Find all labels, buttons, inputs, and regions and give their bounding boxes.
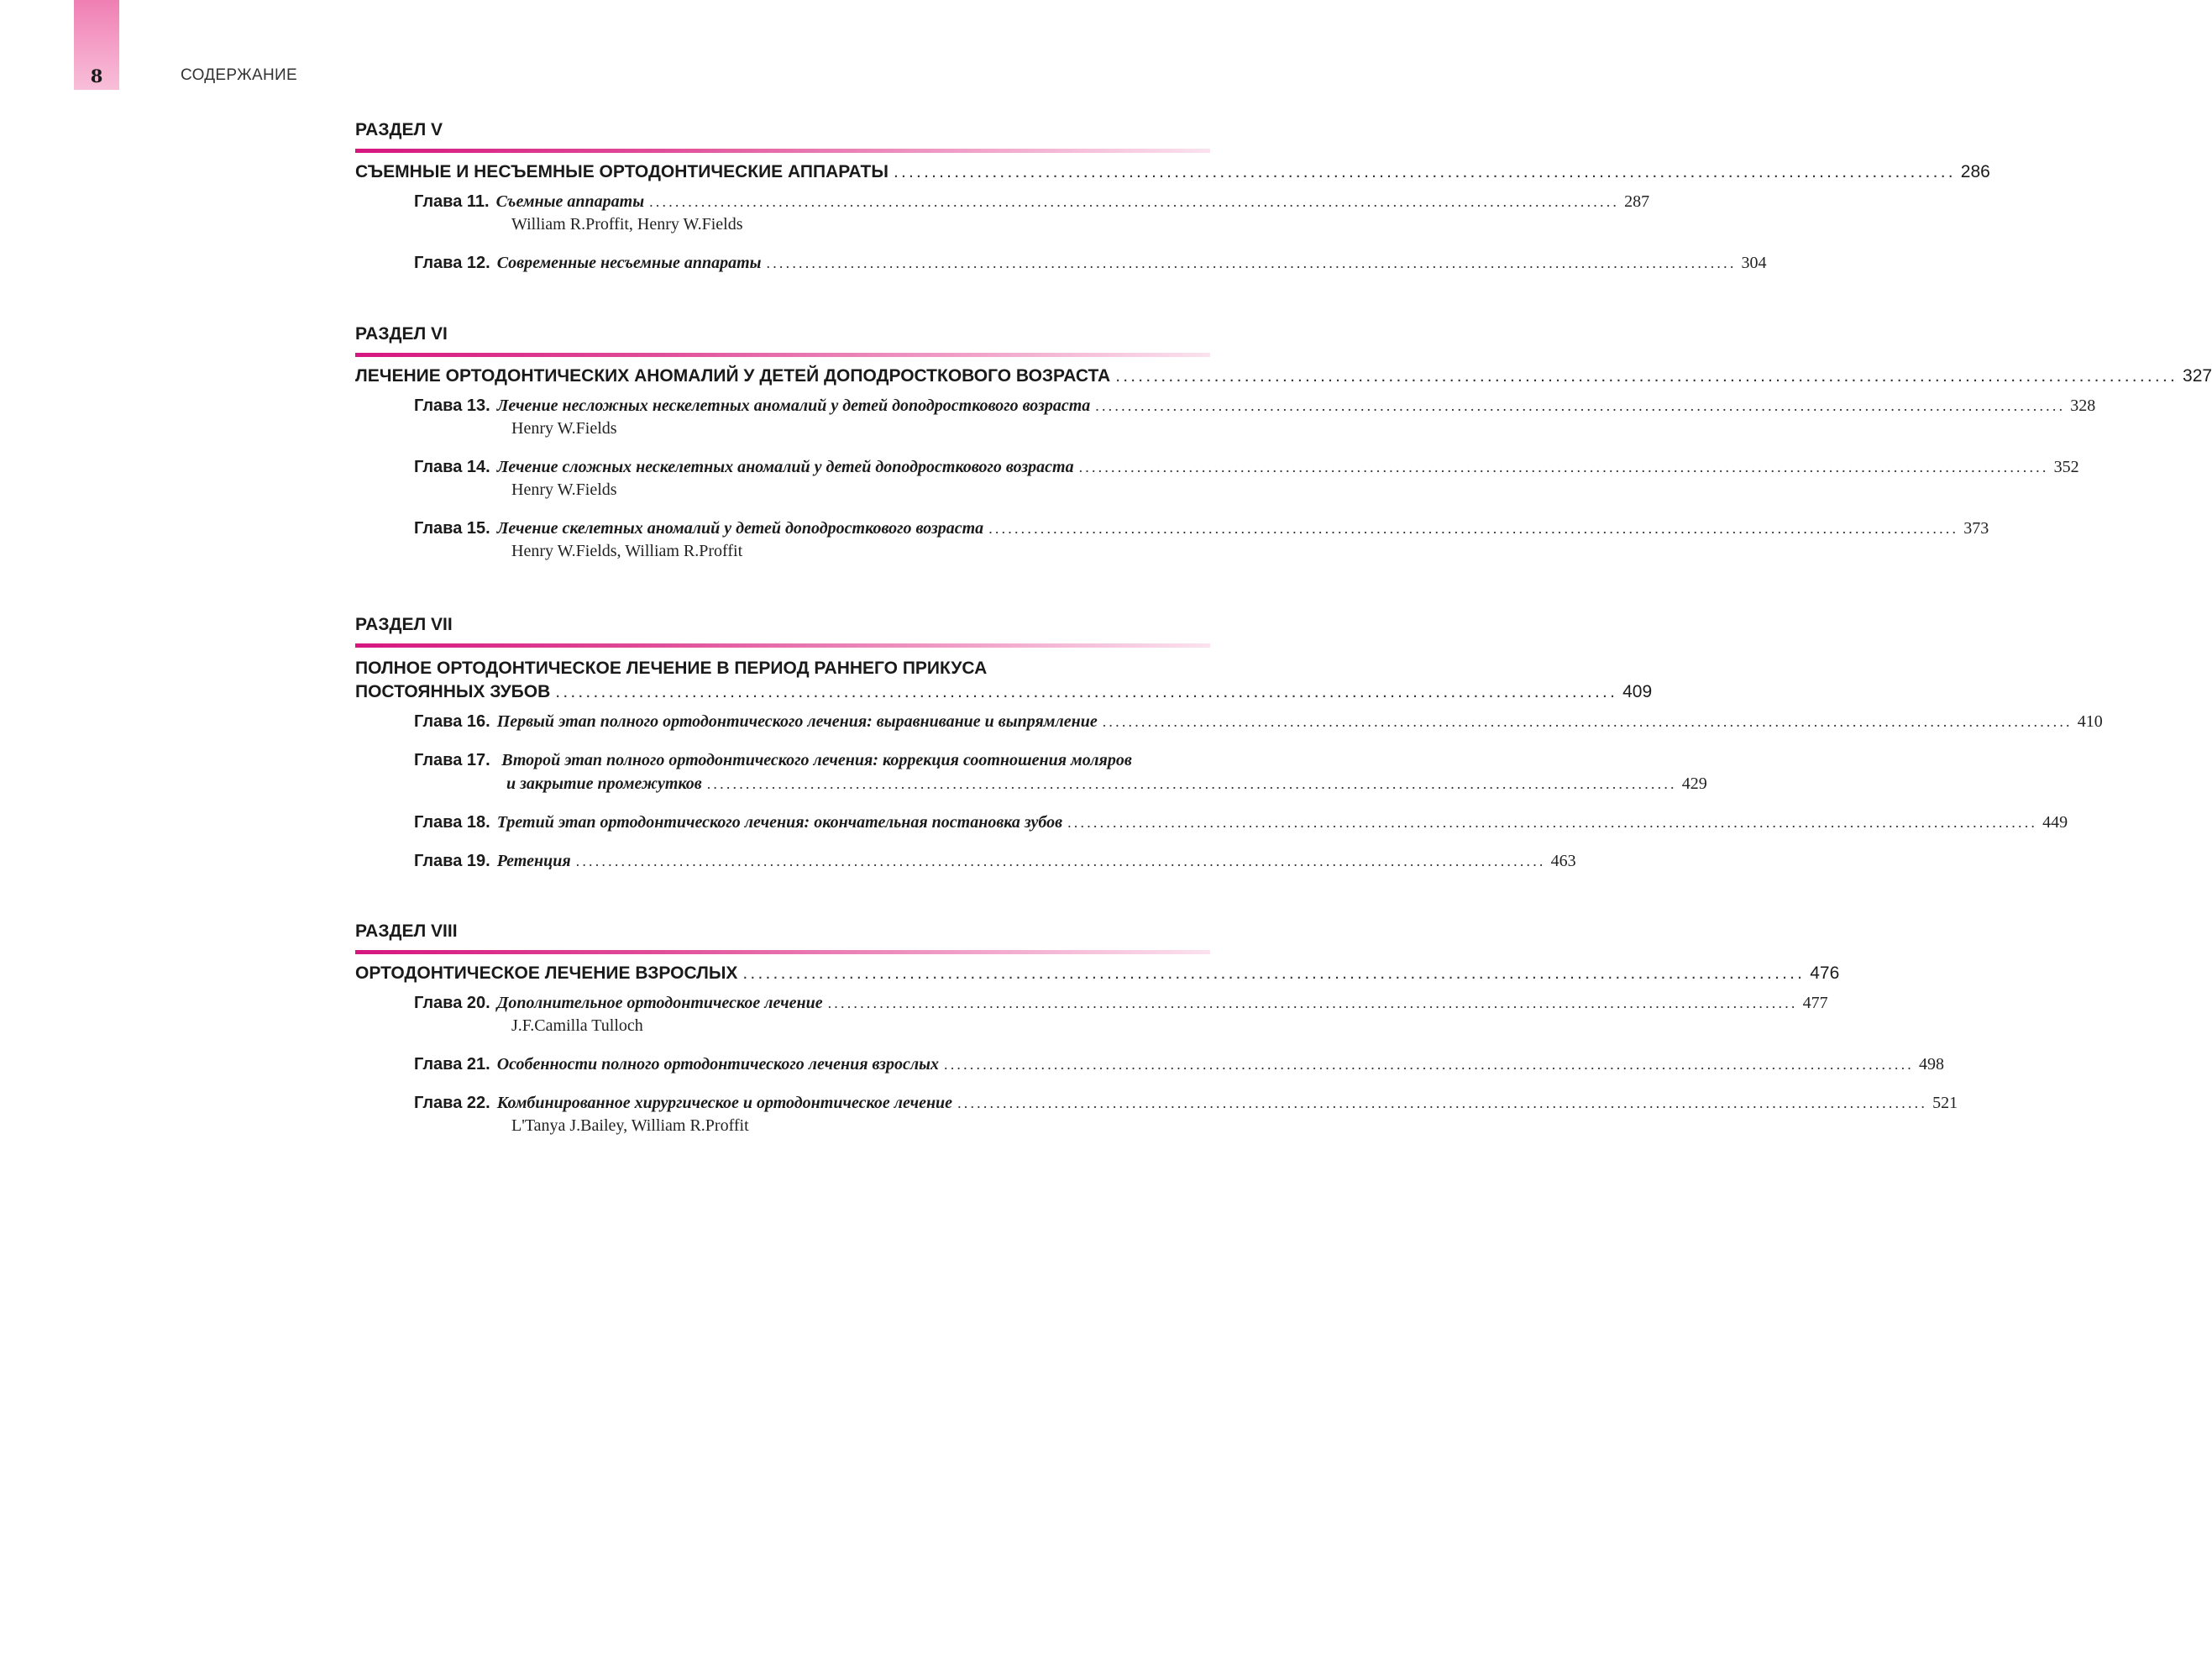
chapter-label: Глава 18.	[414, 813, 490, 832]
page-ref: 287	[1624, 192, 1650, 211]
chapter-label: Глава 20.	[414, 994, 490, 1012]
page-ref: 498	[1919, 1055, 1944, 1074]
dot-leader: ......................................................................................................................................................	[706, 775, 1677, 792]
part-title: СЪЕМНЫЕ И НЕСЪЕМНЫЕ ОРТОДОНТИЧЕСКИЕ АППАРАТЫ	[355, 162, 888, 181]
chapter-label: Глава 17.	[414, 751, 490, 769]
toc-part-entry[interactable]	[355, 366, 2212, 386]
section-label: РАЗДЕЛ VI	[355, 324, 448, 344]
dot-leader: ......................................................................................................................................................	[766, 255, 1737, 271]
chapter-authors: Henry W.Fields, William R.Proffit	[511, 542, 743, 560]
page-ref: 373	[1963, 519, 1989, 538]
chapter-label: Глава 11.	[414, 192, 490, 211]
toc-chapter-entry[interactable]	[414, 192, 1650, 212]
section-divider	[355, 643, 1210, 648]
dot-leader: ......................................................................................................................................................	[988, 520, 1959, 537]
dot-leader: ......................................................................................................................................................	[1078, 459, 2049, 475]
page-ref: 429	[1681, 774, 1707, 793]
dot-leader: ............................................................................................................................................	[742, 963, 1806, 983]
dot-leader: ......................................................................................................................................................	[957, 1095, 1928, 1111]
page-ref: 409	[1622, 682, 1653, 701]
chapter-label: Глава 16.	[414, 712, 490, 731]
part-title-line2: ПОСТОЯННЫХ ЗУБОВ	[355, 682, 551, 701]
chapter-title: Третий этап ортодонтического лечения: окончательная постановка зубов	[496, 813, 1063, 832]
toc-chapter-entry[interactable]	[414, 813, 2068, 832]
toc-part-entry[interactable]	[355, 682, 1653, 702]
toc-chapter-entry[interactable]	[414, 396, 2096, 416]
chapter-authors: L'Tanya J.Bailey, William R.Proffit	[511, 1116, 749, 1135]
part-title: ЛЕЧЕНИЕ ОРТОДОНТИЧЕСКИХ АНОМАЛИЙ У ДЕТЕЙ ДОПОДРОСТКОВОГО ВОЗРАСТА	[355, 366, 1111, 386]
toc-chapter-entry[interactable]	[414, 1055, 1944, 1074]
chapter-title: Комбинированное хирургическое и ортодонтическое лечение	[496, 1094, 953, 1112]
chapter-title-line2: и закрытие промежутков	[506, 774, 702, 793]
chapter-title: Лечение скелетных аномалий у детей доподросткового возраста	[496, 519, 984, 538]
page-ref: 286	[1960, 162, 1990, 181]
page-ref: 449	[2042, 813, 2068, 832]
chapter-authors: Henry W.Fields	[511, 480, 617, 499]
dot-leader: ............................................................................................................................................	[893, 162, 1956, 181]
page-ref: 463	[1550, 852, 1576, 870]
chapter-title: Лечение несложных нескелетных аномалий у детей доподросткового возраста	[496, 396, 1091, 415]
section-label: РАЗДЕЛ VII	[355, 615, 453, 634]
section-label: РАЗДЕЛ V	[355, 120, 443, 139]
toc-chapter-entry[interactable]	[414, 1094, 1958, 1113]
chapter-title: Дополнительное ортодонтическое лечение	[496, 994, 823, 1012]
page-ref: 521	[1932, 1094, 1958, 1112]
dot-leader: ......................................................................................................................................................	[1067, 814, 2038, 831]
chapter-label: Глава 13.	[414, 396, 490, 415]
page-ref: 477	[1802, 994, 1828, 1012]
section-divider	[355, 353, 1210, 357]
section-label: РАЗДЕЛ VIII	[355, 921, 458, 941]
chapter-label: Глава 19.	[414, 852, 490, 870]
part-title-line1[interactable]: ПОЛНОЕ ОРТОДОНТИЧЕСКОЕ ЛЕЧЕНИЕ В ПЕРИОД РАННЕГО ПРИКУСА	[355, 659, 988, 678]
page-ref: 410	[2077, 712, 2103, 731]
chapter-title-line1: Второй этап полного ортодонтического лечения: коррекция соотношения моляров	[501, 751, 1132, 769]
section-divider	[355, 149, 1210, 153]
chapter-label: Глава 21.	[414, 1055, 490, 1074]
page-ref: 476	[1810, 963, 1840, 983]
toc-chapter-entry[interactable]	[414, 458, 2079, 477]
dot-leader: ......................................................................................................................................................	[1102, 713, 2073, 730]
dot-leader: ............................................................................................................................................	[1115, 366, 2178, 386]
page-ref: 352	[2053, 458, 2079, 476]
toc-chapter-entry[interactable]	[414, 852, 1576, 871]
toc-chapter-entry[interactable]	[414, 712, 2103, 732]
page-ref: 304	[1741, 254, 1767, 272]
section-divider	[355, 950, 1210, 954]
page-ref: 328	[2070, 396, 2096, 415]
chapter-title: Лечение сложных нескелетных аномалий у детей доподросткового возраста	[496, 458, 1074, 476]
running-head: СОДЕРЖАНИЕ	[181, 66, 297, 84]
chapter-title: Съемные аппараты	[495, 192, 645, 211]
page-ref: 327	[2183, 366, 2212, 386]
chapter-title: Ретенция	[496, 852, 571, 870]
dot-leader: ............................................................................................................................................	[555, 682, 1618, 701]
dot-leader: ......................................................................................................................................................	[944, 1056, 1914, 1073]
toc-chapter-entry[interactable]	[414, 254, 1767, 273]
dot-leader: ......................................................................................................................................................	[827, 995, 1798, 1011]
part-title: ОРТОДОНТИЧЕСКОЕ ЛЕЧЕНИЕ ВЗРОСЛЫХ	[355, 963, 738, 983]
chapter-authors: J.F.Camilla Tulloch	[511, 1016, 643, 1035]
dot-leader: ......................................................................................................................................................	[1095, 397, 2066, 414]
toc-part-entry[interactable]	[355, 963, 1840, 984]
toc-chapter-entry-continued[interactable]	[506, 774, 1707, 794]
page-number: 8	[90, 66, 103, 87]
chapter-label: Глава 14.	[414, 458, 490, 476]
chapter-title: Первый этап полного ортодонтического лечения: выравнивание и выпрямление	[496, 712, 1098, 731]
chapter-title: Особенности полного ортодонтического лечения взрослых	[496, 1055, 939, 1074]
chapter-label: Глава 15.	[414, 519, 490, 538]
chapter-authors: William R.Proffit, Henry W.Fields	[511, 215, 743, 234]
dot-leader: ......................................................................................................................................................	[649, 193, 1620, 210]
toc-chapter-entry[interactable]	[414, 751, 1132, 770]
chapter-title: Современные несъемные аппараты	[496, 254, 762, 272]
chapter-label: Глава 12.	[414, 254, 490, 272]
chapter-authors: Henry W.Fields	[511, 419, 617, 438]
toc-chapter-entry[interactable]	[414, 519, 1989, 538]
dot-leader: ......................................................................................................................................................	[575, 853, 1546, 869]
toc-chapter-entry[interactable]	[414, 994, 1828, 1013]
chapter-label: Глава 22.	[414, 1094, 490, 1112]
toc-part-entry[interactable]	[355, 162, 1990, 182]
